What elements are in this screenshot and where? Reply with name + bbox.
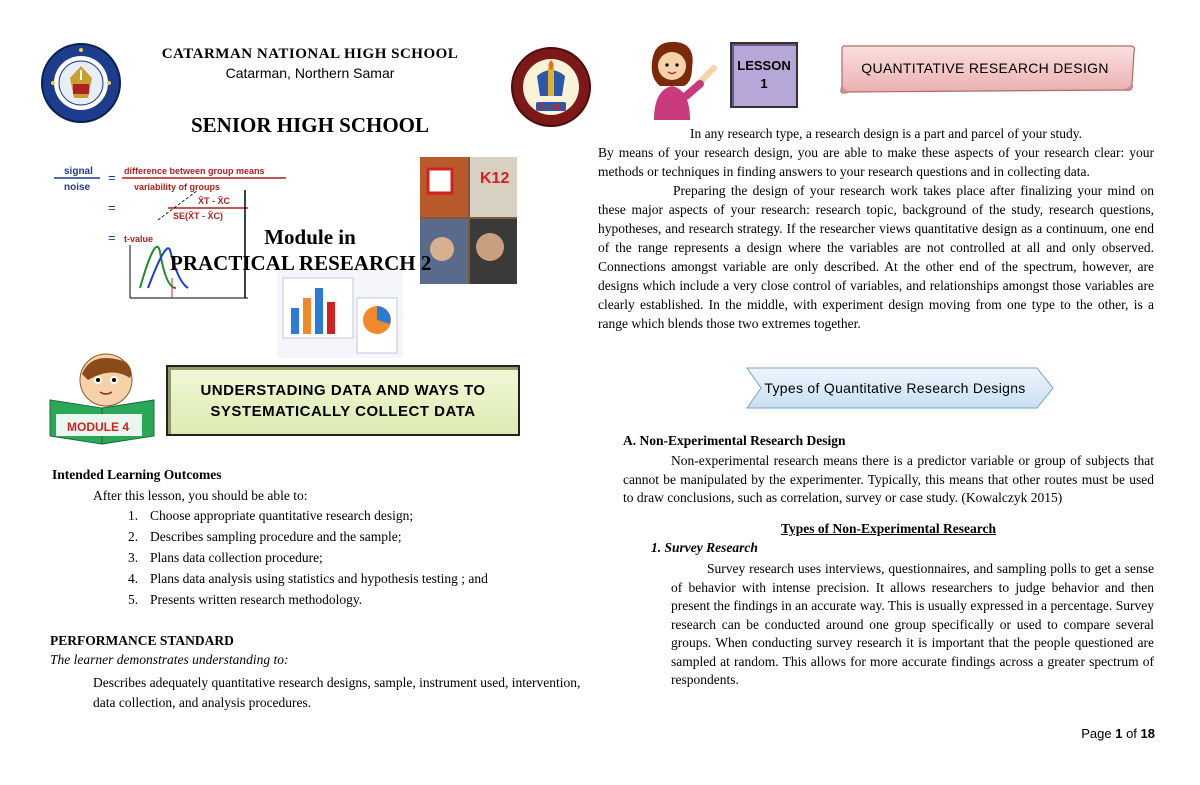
school-logo-subtext: DepED [539,104,563,111]
means-label: X̄T - X̄C [198,196,231,206]
svg-text:=: = [108,200,116,215]
svg-text:=: = [108,230,116,245]
module-title-line1: UNDERSTADING DATA AND WAYS TO [200,381,486,399]
performance-subtitle: The learner demonstrates understanding to: [50,652,289,667]
list-item: 1. Choose appropriate quantitative research design; [128,508,414,523]
section-a-title: A. Non-Experimental Research Design [623,433,846,448]
performance-body: Describes adequately quantitative research designs, sample, instrument used, intervention, data collection, and analysis procedures. [93,675,581,710]
subject-title: PRACTICAL RESEARCH 2 [170,251,432,275]
lesson-number: 1 [760,76,768,91]
intro-text [598,124,1154,333]
svg-text:=: = [108,170,116,185]
school-logo [510,46,592,133]
performance-title: PERFORMANCE STANDARD [50,633,234,648]
difference-label: difference between group means [124,166,265,176]
se-label: SE(X̄T - X̄C) [173,211,224,221]
tvalue-label: t-value [124,234,154,244]
intro-paragraph-3: Preparing the design of your research work takes place after finalizing your mind on these major aspects of your research: research topic, background of the study, research questions, hypotheses, and research strategy. If the researcher views quantitative design as a continuum, one end of the range represents a design where the variables are not controlled at all and only observed. Connections amongst variable are only described. At the other end of the spectrum, however, are designs which include a very close control of variables, and relationships amongst those variables are clearly established. In the middle, with experiment design moving from one type to the other, is a range which blends those two extremes together. [598,183,1154,331]
page-current: 1 [1115,726,1123,741]
charts-photo-image [277,268,403,358]
lesson-title: QUANTITATIVE RESEARCH DESIGN [861,60,1109,76]
noise-label: noise [64,182,91,193]
section-a-body: Non-experimental research means there is a predictor variable or group of subjects that cannot be manipulated by the experimenter. Typically, this means that other routes must be used to draw conclusions, such as correlation, survey or case study. (Kowalczyk 2015) [623,453,1154,505]
outcomes-title: Intended Learning Outcomes [52,467,222,482]
lesson-badge [730,42,798,108]
deped-logo [40,42,122,129]
survey-body: Survey research uses interviews, questionnaires, and sampling polls to get a sense of behavior with intense precision. It allows researchers to judge behavior and then present the findings in an accurate way. This is usually expressed in a percentage. Survey research can be conducted around one group specifically or used to compare several groups. When conducting survey research it is important that the people questioned are sampled at random. This allows for more accurate findings across a greater spectrum of respondents. [671,561,1154,687]
types-banner-label: Types of Quantitative Research Designs [764,380,1026,396]
list-item: 3. Plans data collection procedure; [128,550,323,565]
program-title: SENIOR HIGH SCHOOL [190,113,430,137]
school-address: Catarman, Northern Samar [225,65,395,81]
module-title-box [166,365,520,436]
signal-label: signal [64,166,93,177]
list-item: 4. Plans data analysis using statistics and hypothesis testing ; and [128,571,488,586]
survey-title: 1. Survey Research [651,540,758,555]
module-title-line2: SYSTEMATICALLY COLLECT DATA [210,402,476,420]
outcomes-list [128,508,488,613]
module-in-label: Module in [264,225,356,249]
lesson-label: LESSON [737,58,791,73]
page-number: Page 1 of 18 [1081,726,1155,741]
variability-label: variability of groups [134,182,221,192]
k12-tag: K12 [480,170,510,187]
nonexp-heading: Types of Non-Experimental Research [780,521,997,536]
intro-paragraph-1: In any research type, a research design is a part and parcel of your study. [690,126,1082,141]
list-item: 5. Presents written research methodology. [128,592,363,607]
module-badge: MODULE 4 [66,420,130,434]
school-name: CATARMAN NATIONAL HIGH SCHOOL [161,46,459,62]
list-item: 2. Describes sampling procedure and the sample; [128,529,402,544]
boy-reading-illustration [42,352,168,446]
outcomes-intro: After this lesson, you should be able to: [93,488,308,503]
teacher-illustration [640,38,720,120]
page-total: 18 [1140,726,1155,741]
intro-paragraph-2: By means of your research design, you are able to make these aspects of your research clear: your methods or techniques in finding answers to your research questions and in collecting data. [598,145,1154,179]
